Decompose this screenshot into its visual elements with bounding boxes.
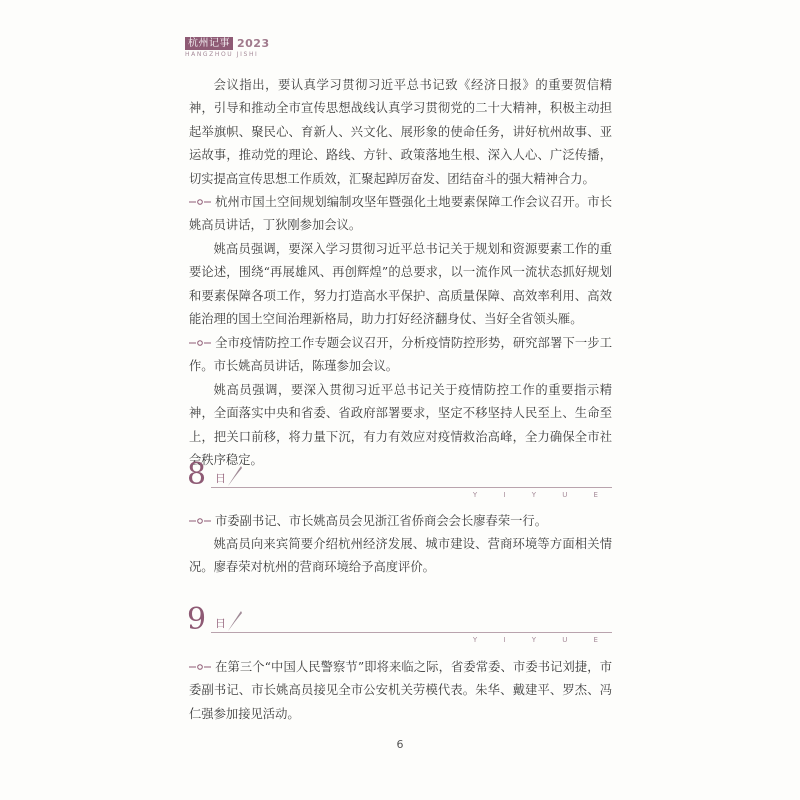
day-unit: 日 [215,472,226,485]
brush-swoosh-icon [227,609,243,633]
bullet-icon [189,339,211,347]
paragraph-meeting-points: 会议指出，要认真学习贯彻习近平总书记致《经济日报》的重要贺信精神，引导和推动全市宣传思想战线认真学习贯彻党的二十大精神，积极主动担起举旗帜、聚民心、育新人、兴文化、展形象的使命任务，讲好杭州故事、亚运故事，推动党的理论、路线、方针、政策落地生根、深入人心、广泛传播，切实提高宣传思想工作质效，汇聚起踔厉奋发、团结奋斗的强大精神合力。 [189,78,612,186]
list-item-meeting-overseas-chamber [189,510,612,533]
bullet-icon [189,517,211,525]
bullet-icon [189,198,211,206]
list-item-text: 市委副书记、市长姚高员会见浙江省侨商会会长廖春荣一行。 [215,514,548,528]
list-item-text: 杭州市国土空间规划编制攻坚年暨强化土地要素保障工作会议召开。市长姚高员讲话，丁狄刚参加会议。 [189,195,612,233]
brand-logo: 杭州记事 [185,37,233,50]
list-item-text: 在第三个“中国人民警察节”即将来临之际，省委常委、市委书记刘捷，市委副书记、市长姚高员接见全市公安机关劳模代表。朱华、戴建平、罗杰、冯仁强参加接见活动。 [189,660,612,721]
page-number: 6 [396,738,404,751]
list-item-epidemic-meeting [189,332,612,379]
month-label: Y I Y U E [472,636,610,644]
list-item-text: 全市疫情防控工作专题会议召开，分析疫情防控形势，研究部署下一步工作。市长姚高员讲话，陈瑾参加会议。 [189,336,612,374]
day-number: 8 [187,457,207,492]
day-unit: 日 [215,617,226,630]
month-label: Y I Y U E [472,491,610,499]
paragraph-day8-detail: 姚高员向来宾简要介绍杭州经济发展、城市建设、营商环境等方面相关情况。廖春荣对杭州的营商环境给予高度评价。 [189,537,612,575]
brand-english: HANGZHOU JISHI [185,51,259,58]
bullet-icon [189,663,211,671]
list-item-land-planning [189,191,612,238]
brand-row [185,37,270,50]
list-item-police-day [189,656,612,726]
header-year: 2023 [237,37,270,50]
brush-swoosh-icon [227,464,243,488]
paragraph-epidemic-emphasis: 姚高员强调，要深入贯彻习近平总书记关于疫情防控工作的重要指示精神，全面落实中央和省委、省政府部署要求，坚定不移坚持人民至上、生命至上，把关口前移，将力量下沉，有力有效应对疫情救治高峰，全力确保全市社会秩序稳定。 [189,383,612,468]
paragraph-planning-emphasis: 姚高员强调，要深入学习贯彻习近平总书记关于规划和资源要素工作的重要论述，围绕“再展雄风、再创辉煌”的总要求，以一流作风一流状态抓好规划和要素保障各项工作，努力打造高水平保护、高质量保障、高效率利用、高效能治理的国土空间治理新格局，助力打好经济翻身仗、当好全省领头雁。 [189,242,612,327]
page-header [185,37,270,58]
day-number: 9 [187,602,207,637]
day-header-8 [187,458,612,508]
day-header-9 [187,603,612,653]
day-divider [211,632,612,633]
day-divider [211,487,612,488]
